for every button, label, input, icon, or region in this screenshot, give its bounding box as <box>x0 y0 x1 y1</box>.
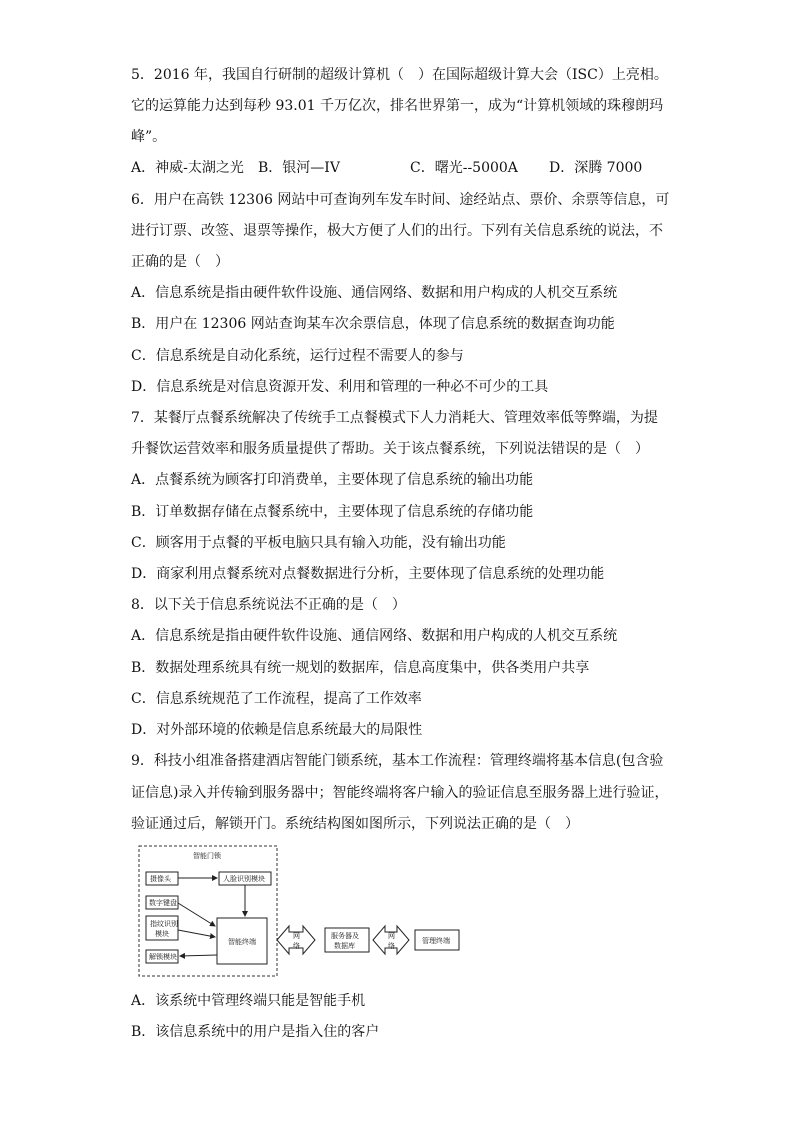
q9-line-1: 9．科技小组准备搭建酒店智能门锁系统，基本工作流程：管理终端将基本信息(包含验 <box>131 753 664 769</box>
network-2-label-b: 络 <box>388 942 395 950</box>
q6-line-1: 6．用户在高铁 12306 网站中可查询列车发车时间、途经站点、票价、余票等信息，可 <box>131 192 670 208</box>
q8-option-c[interactable]: C．信息系统规范了工作流程，提高了工作效率 <box>131 691 422 707</box>
q9-line-3: 验证通过后，解锁开门。系统结构图如图所示，下列说法正确的是（ ） <box>131 816 579 832</box>
q6-option-a[interactable]: A．信息系统是指由硬件软件设施、通信网络、数据和用户构成的人机交互系统 <box>131 285 618 301</box>
smart-lock-title: 智能门锁 <box>193 852 221 860</box>
q5-line-3: 峰”。 <box>131 129 167 145</box>
admin-terminal-label: 管理终端 <box>422 937 450 945</box>
smart-terminal-label: 智能终端 <box>228 938 256 946</box>
server-label-2: 数据库 <box>334 942 355 950</box>
q8-option-d[interactable]: D．对外部环境的依赖是信息系统最大的局限性 <box>131 722 423 738</box>
q7-line-2: 升餐饮运营效率和服务质量提供了帮助。关于该点餐系统，下列说法错误的是（ ） <box>131 441 649 457</box>
face-module-label: 人脸识别模块 <box>223 875 265 883</box>
keyboard-label: 数字键盘 <box>149 899 177 907</box>
q7-option-b[interactable]: B．订单数据存储在点餐系统中，主要体现了信息系统的存储功能 <box>131 504 534 520</box>
network-2-label-a: 网 <box>388 932 395 940</box>
camera-label: 摄像头 <box>150 875 171 883</box>
q6-line-3: 正确的是（ ） <box>131 254 229 270</box>
network-1-label-a: 网 <box>293 932 300 940</box>
q6-line-2: 进行订票、改签、退票等操作，极大方便了人们的出行。下列有关信息系统的说法，不 <box>131 223 663 239</box>
q9-line-2: 证信息)录入并传输到服务器中；智能终端将客户输入的验证信息至服务器上进行验证， <box>131 785 669 801</box>
q5-option-d[interactable]: D．深腾 7000 <box>549 160 643 176</box>
q5-line-1: 5．2016 年，我国自行研制的超级计算机（ ）在国际超级计算大会（ISC）上亮相。 <box>131 67 668 83</box>
q8-option-a[interactable]: A．信息系统是指由硬件软件设施、通信网络、数据和用户构成的人机交互系统 <box>131 628 618 644</box>
q9-option-b[interactable]: B．该信息系统中的用户是指入住的客户 <box>131 1024 380 1040</box>
unlock-module-label: 解锁模块 <box>149 953 177 961</box>
q6-option-b[interactable]: B．用户在 12306 网站查询某车次余票信息，体现了信息系统的数据查询功能 <box>131 316 615 332</box>
server-label-1: 服务器及 <box>331 932 359 940</box>
q5-option-c[interactable]: C．曙光--5000A <box>410 160 518 176</box>
q5-line-2: 它的运算能力达到每秒 93.01 千万亿次，排名世界第一，成为“计算机领域的珠穆朗玛 <box>131 98 664 114</box>
q8-line-1: 8．以下关于信息系统说法不正确的是（ ） <box>131 597 406 613</box>
q7-line-1: 7．某餐厅点餐系统解决了传统手工点餐模式下人力消耗大、管理效率低等弊端，为提 <box>131 410 658 426</box>
q7-option-c[interactable]: C．顾客用于点餐的平板电脑只具有输入功能，没有输出功能 <box>131 535 506 551</box>
q7-option-d[interactable]: D．商家利用点餐系统对点餐数据进行分析，主要体现了信息系统的处理功能 <box>131 566 605 582</box>
q5-option-a[interactable]: A．神威-太湖之光 <box>131 160 244 176</box>
q9-option-a[interactable]: A．该系统中管理终端只能是智能手机 <box>131 993 366 1009</box>
q7-option-a[interactable]: A．点餐系统为顾客打印消费单，主要体现了信息系统的输出功能 <box>131 472 534 488</box>
q5-option-b[interactable]: B．银河—IV <box>258 160 340 176</box>
system-structure-diagram <box>131 840 463 982</box>
q8-option-b[interactable]: B．数据处理系统具有统一规划的数据库，信息高度集中，供各类用户共享 <box>131 660 590 676</box>
network-1-label-b: 络 <box>293 942 300 950</box>
fingerprint-label-1: 指纹识别 <box>150 920 178 928</box>
q6-option-c[interactable]: C．信息系统是自动化系统，运行过程不需要人的参与 <box>131 348 464 364</box>
fingerprint-label-2: 模块 <box>155 930 169 938</box>
q6-option-d[interactable]: D．信息系统是对信息资源开发、利用和管理的一种必不可少的工具 <box>131 379 549 395</box>
